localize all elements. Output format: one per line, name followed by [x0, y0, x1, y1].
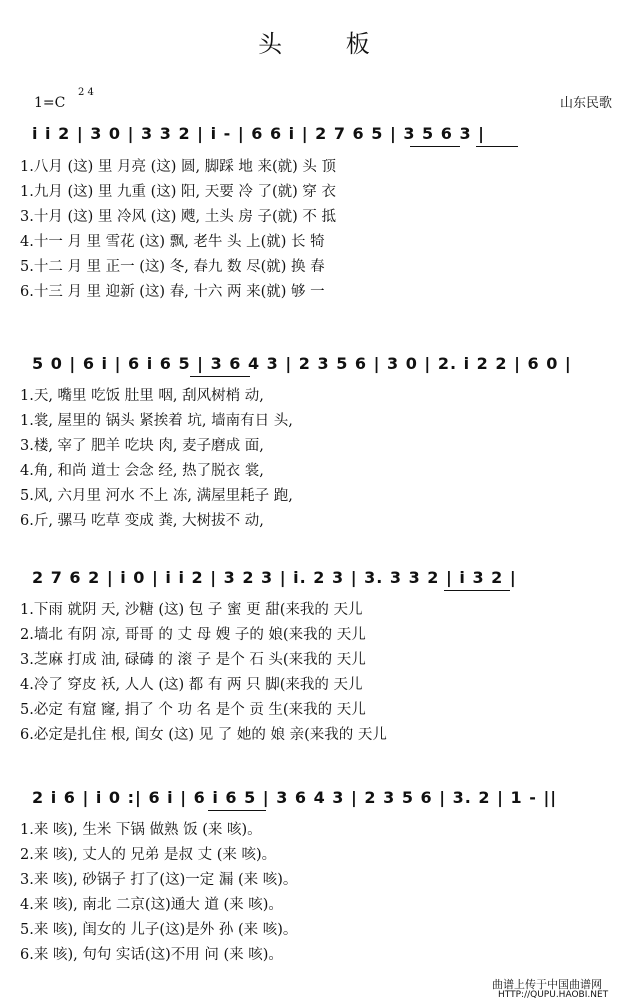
lyric-line: 3.芝麻 打成 油, 碌碡 的 滚 子 是个 石 头(来我的 天儿: [20, 652, 366, 668]
lyric-line: 1.裳, 屋里的 锅头 紧挨着 坑, 墙南有日 头,: [20, 413, 293, 429]
lyric-line: 6.来 咳), 句句 实话(这)不用 问 (来 咳)。: [20, 947, 283, 963]
lyric-line: 6.斤, 骡马 吃草 变成 粪, 大树拔不 动,: [20, 513, 264, 529]
beam-line: [190, 376, 250, 377]
lyric-line: 1.九月 (这) 里 九重 (这) 阳, 天要 冷 了(就) 穿 衣: [20, 184, 336, 200]
lyric-line: 4.角, 和尚 道士 会念 经, 热了脱衣 裳,: [20, 463, 264, 479]
lyric-line: 4.冷了 穿皮 袄, 人人 (这) 都 有 两 只 脚(来我的 天儿: [20, 677, 363, 693]
lyric-line: 1.下雨 就阴 天, 沙糖 (这) 包 子 蜜 更 甜(来我的 天儿: [20, 602, 363, 618]
lyric-line: 2.来 咳), 丈人的 兄弟 是叔 丈 (来 咳)。: [20, 847, 277, 863]
lyric-line: 1.天, 嘴里 吃饭 肚里 咽, 刮风树梢 动,: [20, 388, 264, 404]
notation-line: 5 0 | 6 i | 6 i 6 5 | 3 6 4 3 | 2 3 5 6 | 3 0 | 2. i 2 2 | 6 0 |: [32, 354, 572, 373]
beam-line: [476, 146, 518, 147]
lyric-line: 1.八月 (这) 里 月亮 (这) 圆, 脚踩 地 来(就) 头 顶: [20, 159, 336, 175]
page-title: 头 板: [258, 30, 398, 58]
lyric-line: 3.十月 (这) 里 冷风 (这) 飕, 土头 房 子(就) 不 抵: [20, 209, 336, 225]
lyric-line: 4.十一 月 里 雪花 (这) 飘, 老牛 头 上(就) 长 犄: [20, 234, 325, 250]
beam-line: [410, 146, 460, 147]
lyric-line: 6.十三 月 里 迎新 (这) 春, 十六 两 来(就) 够 一: [20, 284, 325, 300]
key-signature: 1=C: [34, 95, 66, 111]
lyric-line: 5.风, 六月里 河水 不上 冻, 满屋里耗子 跑,: [20, 488, 293, 504]
lyric-line: 3.来 咳), 砂锅子 打了(这)一定 漏 (来 咳)。: [20, 872, 298, 888]
footer-url: HTTP://QUPU.HAOBI.NET: [498, 990, 609, 1000]
lyric-line: 4.来 咳), 南北 二京(这)通大 道 (来 咳)。: [20, 897, 283, 913]
notation-line: i i 2 | 3 0 | 3 3 2 | i - | 6 6 i | 2 7 6 5 | 3 5 6 3 |: [32, 124, 486, 143]
time-signature: 2 4: [78, 87, 94, 98]
beam-line: [208, 810, 266, 811]
beam-line: [444, 590, 510, 591]
notation-line: 2 i 6 | i 0 :| 6 i | 6 i 6 5 | 3 6 4 3 | 2 3 5 6 | 3. 2 | 1 - ||: [32, 788, 558, 807]
lyric-line: 2.墙北 有阴 凉, 哥哥 的 丈 母 嫂 子的 娘(来我的 天儿: [20, 627, 366, 643]
lyric-line: 3.楼, 宰了 肥羊 吃块 肉, 麦子磨成 面,: [20, 438, 264, 454]
lyric-line: 6.必定是扎住 根, 闺女 (这) 见 了 她的 娘 亲(来我的 天儿: [20, 727, 387, 743]
lyric-line: 5.必定 有窟 窿, 捐了 个 功 名 是个 贡 生(来我的 天儿: [20, 702, 366, 718]
notation-line: 2 7 6 2 | i 0 | i i 2 | 3 2 3 | i. 2 3 | 3. 3 3 2 | i 3 2 |: [32, 568, 517, 587]
lyric-line: 1.来 咳), 生米 下锅 做熟 饭 (来 咳)。: [20, 822, 262, 838]
lyric-line: 5.来 咳), 闺女的 儿子(这)是外 孙 (来 咳)。: [20, 922, 298, 938]
origin-label: 山东民歌: [560, 96, 613, 111]
lyric-line: 5.十二 月 里 正一 (这) 冬, 春九 数 尽(就) 换 春: [20, 259, 325, 275]
footer-watermark: 曲谱上传于中国曲谱网: [492, 978, 602, 991]
